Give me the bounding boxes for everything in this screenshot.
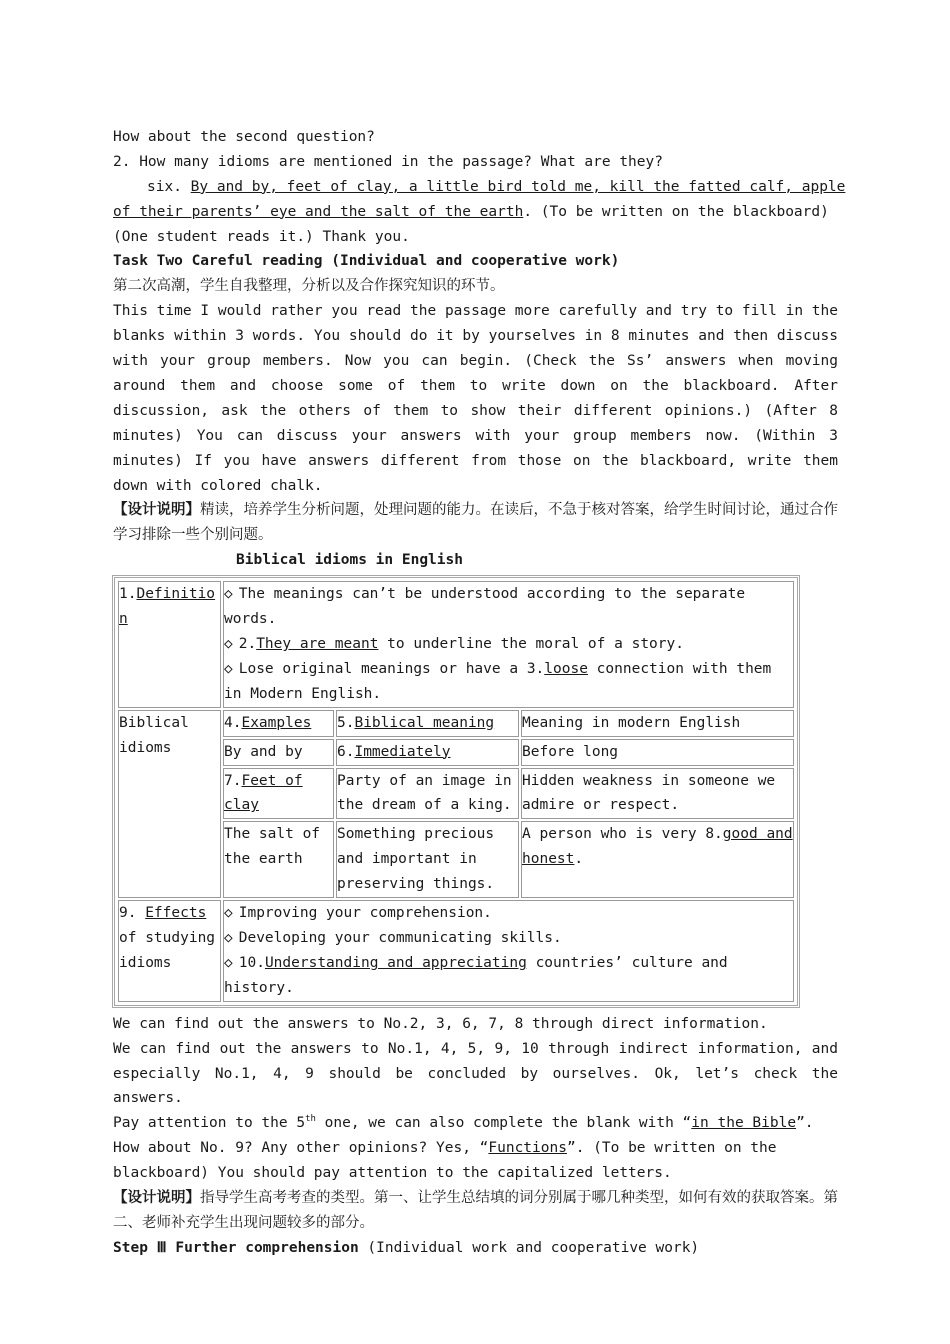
idioms-table bbox=[112, 575, 800, 1008]
header-biblical-meaning: 5.Biblical meaning bbox=[336, 710, 519, 737]
answer-line: six. By and by, feet of clay, a little bird told me, kill the fatted calf, apple bbox=[147, 178, 846, 195]
diamond-icon: ◇ bbox=[224, 660, 233, 677]
table-cell: A person who is very 8.good and honest. bbox=[521, 821, 794, 898]
text-line: How about the second question? bbox=[113, 129, 375, 145]
table-row bbox=[118, 710, 794, 737]
attention-line: Pay attention to the 5th one, we can also complete the blank with “in the Bible”. bbox=[113, 1114, 814, 1132]
step-three-heading: Step Ⅲ Further comprehension (Individual work and cooperative work) bbox=[113, 1239, 700, 1256]
answer-line-cont: of their parents’ eye and the salt of the earth. (To be written on the blackboard) bbox=[113, 203, 829, 220]
direct-info-line: We can find out the answers to No.2, 3, 6, 7, 8 through direct information. bbox=[113, 1015, 768, 1032]
table-row bbox=[118, 900, 794, 1002]
table-title: Biblical idioms in English bbox=[236, 552, 463, 569]
table-cell: The salt of the earth bbox=[223, 821, 334, 898]
table-cell: Party of an image in the dream of a king. bbox=[336, 768, 519, 820]
text-line: (One student reads it.) Thank you. bbox=[113, 228, 410, 245]
design-note-1: 【设计说明】精读，培养学生分析问题，处理问题的能力。在读后，不急于核对答案，给学生时间讨论，通过合作学习排除一些个别问题。 bbox=[113, 502, 838, 544]
definition-label-cell: 1.Definition bbox=[118, 581, 221, 708]
diamond-icon: ◇ bbox=[224, 905, 233, 922]
table-cell: Before long bbox=[521, 739, 794, 766]
design-note-2: 【设计说明】指导学生高考考查的类型。第一、让学生总结填的词分别属于哪几种类型，如何有效的获取答案。第二、老师补充学生出现问题较多的部分。 bbox=[113, 1190, 838, 1231]
biblical-idioms-label-cell: Biblical idioms bbox=[118, 710, 221, 898]
table-row bbox=[118, 581, 794, 708]
idioms-underlined: By and by, feet of clay, a little bird told me, kill the fatted calf, apple bbox=[190, 178, 846, 195]
task-two-heading: Task Two Careful reading (Individual and cooperative work) bbox=[113, 253, 620, 270]
diamond-icon: ◇ bbox=[224, 929, 233, 946]
diamond-icon: ◇ bbox=[224, 586, 233, 603]
question-9-paragraph: How about No. 9? Any other opinions? Yes, “Functions”. (To be written on the blackboard) You should pay attention to the capitalized letters. bbox=[113, 1140, 777, 1182]
header-examples: 4.Examples bbox=[223, 710, 334, 737]
question-2: 2. How many idioms are mentioned in the passage? What are they? bbox=[113, 153, 663, 170]
effects-label-cell: 9. Effects of studying idioms bbox=[118, 900, 221, 1002]
effects-content-cell: ◇ Improving your comprehension. ◇ Developing your communicating skills. ◇ 10.Understanding and appreciating countries’ culture and history. bbox=[223, 900, 794, 1002]
document-page bbox=[113, 125, 846, 1261]
table-cell: 6.Immediately bbox=[336, 739, 519, 766]
instruction-paragraph: This time I would rather you read the passage more carefully and try to fill in the blanks within 3 words. You should do it by yourselves in 8 minutes and then discuss with your group members. Now you can begin. (Check the Ss’ answers when moving around them and choose some of them to write down on the blackboard. After discussion, ask the others of them to show their different opinions.) (After 8 minutes) You can discuss your answers with your group members now. (Within 3 minutes) If you have answers different from those on the blackboard, write them down with colored chalk. bbox=[113, 303, 838, 494]
table-cell: Something precious and important in preserving things. bbox=[336, 821, 519, 898]
definition-content-cell: ◇ The meanings can’t be understood according to the separate words. ◇ 2.They are meant to underline the moral of a story. ◇ Lose original meanings or have a 3.loose connection with them in Modern English. bbox=[223, 581, 794, 708]
indirect-info-paragraph: We can find out the answers to No.1, 4, 5, 9, 10 through indirect information, and especially No.1, 4, 9 should be concluded by ourselves. Ok, let’s check the answers. bbox=[113, 1040, 838, 1107]
diamond-icon: ◇ bbox=[224, 636, 233, 652]
diamond-icon: ◇ bbox=[224, 954, 233, 971]
table-cell: 7.Feet of clay bbox=[223, 768, 334, 820]
idioms-underlined-cont: of their parents’ eye and the salt of the earth bbox=[113, 203, 524, 220]
chinese-note: 第二次高潮，学生自我整理，分析以及合作探究知识的环节。 bbox=[113, 278, 505, 295]
table-cell: Hidden weakness in someone we admire or respect. bbox=[521, 768, 794, 820]
header-modern-meaning: Meaning in modern English bbox=[521, 710, 794, 737]
table-cell: By and by bbox=[223, 739, 334, 766]
